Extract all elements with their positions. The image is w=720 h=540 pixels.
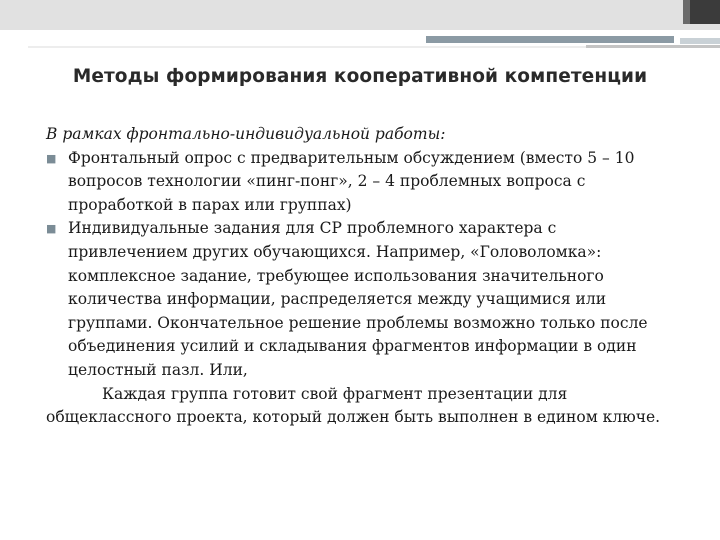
- list-item-text: Фронтальный опрос с предварительным обсуждением (вместо 5 – 10 вопросов технологии «пинг-понг», 2 – 4 проблемных вопроса с проработкой в парах или группах): [68, 148, 635, 214]
- list-item: [46, 147, 676, 218]
- bullet-list: [46, 147, 676, 383]
- intro-text: В рамках фронтально-индивидуальной работы:: [46, 125, 446, 143]
- accent-bar: [426, 36, 674, 43]
- corner-block: [690, 0, 720, 24]
- title-divider: [28, 46, 586, 48]
- slide-body: [46, 123, 676, 430]
- list-item-text: Индивидуальные задания для СР проблемного характера с привлечением других обучающихся. Например, «Головоломка»: комплексное задание, требующее использования значительного количества информации, распределяется между учащимися или группами. Окончательное решение проблемы возможно только после объединения усилий и складывания фрагментов информации в один целостный пазл. Или,: [68, 219, 648, 379]
- closing-paragraph: Каждая группа готовит свой фрагмент презентации для общеклассного проекта, который должен быть выполнен в едином ключе.: [46, 384, 661, 427]
- title-divider-accent: [586, 45, 720, 48]
- accent-bar-light: [680, 38, 720, 44]
- list-item: [46, 217, 676, 382]
- corner-strip: [683, 0, 690, 24]
- slide-title: Методы формирования кооперативной компетенции: [72, 66, 648, 87]
- header-band: [0, 0, 720, 30]
- square-bullet-icon: ■: [46, 151, 57, 165]
- square-bullet-icon: ■: [46, 222, 57, 236]
